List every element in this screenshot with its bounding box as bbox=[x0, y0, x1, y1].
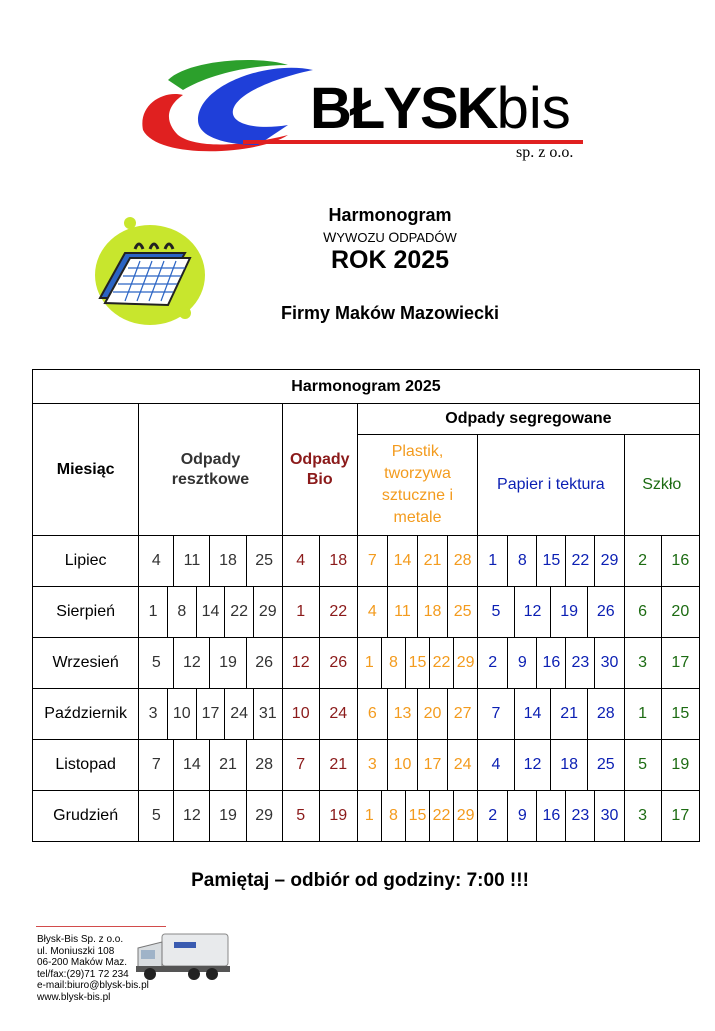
month-cell: Październik bbox=[33, 689, 139, 740]
plastic-day: 1 bbox=[364, 807, 374, 824]
month-cell: Wrzesień bbox=[33, 638, 139, 689]
residual-day-cell: 14 bbox=[174, 740, 210, 791]
residual-day-cell: 26 bbox=[246, 638, 282, 689]
paper-day: 26 bbox=[587, 587, 624, 637]
paper-day-cell: 16 bbox=[537, 791, 566, 842]
residual-day: 1 bbox=[148, 603, 158, 620]
bio-day-cell: 1 bbox=[282, 587, 319, 638]
residual-day-cell: 29 bbox=[246, 791, 282, 842]
paper-day-cell: 29 bbox=[595, 536, 624, 587]
plastic-day-cell: 6 bbox=[357, 689, 387, 740]
plastic-day-cell: 7 bbox=[357, 536, 387, 587]
paper-day: 5 bbox=[491, 603, 501, 620]
table-row bbox=[33, 689, 700, 740]
plastic-day: 22 bbox=[429, 791, 453, 841]
plastic-day-cell: 27 bbox=[448, 689, 478, 740]
plastic-day-cell: 14 bbox=[387, 536, 417, 587]
plastic-day: 29 bbox=[453, 638, 477, 688]
month-cell: Listopad bbox=[33, 740, 139, 791]
plastic-day-cell: 17 bbox=[418, 740, 448, 791]
plastic-day-cell: 24 bbox=[448, 740, 478, 791]
residual-day-cell: 5 bbox=[139, 638, 174, 689]
paper-days-cell bbox=[478, 740, 624, 791]
paper-day: 18 bbox=[550, 740, 587, 790]
residual-day: 24 bbox=[224, 689, 253, 739]
residual-day-cell: 4 bbox=[139, 536, 174, 587]
bio-day-cell: 18 bbox=[319, 536, 357, 587]
glass-day-cell: 15 bbox=[661, 689, 699, 740]
year-heading: ROK 2025 bbox=[330, 246, 450, 274]
residual-days-cell bbox=[139, 689, 282, 740]
residual-header: Odpady resztkowe bbox=[139, 404, 282, 536]
residual-day-cell: 12 bbox=[174, 791, 210, 842]
plastic-day-cell: 11 bbox=[387, 587, 417, 638]
residual-day: 3 bbox=[148, 705, 158, 722]
paper-days-cell bbox=[478, 689, 624, 740]
bio-day-cell: 7 bbox=[282, 740, 319, 791]
paper-day-cell: 9 bbox=[508, 638, 537, 689]
plastic-day: 15 bbox=[405, 638, 429, 688]
residual-day: 31 bbox=[253, 689, 282, 739]
paper-day: 28 bbox=[587, 689, 624, 739]
residual-day: 10 bbox=[167, 689, 196, 739]
paper-day-cell: 22 bbox=[566, 536, 595, 587]
plastic-day-cell: 4 bbox=[357, 587, 387, 638]
table-row bbox=[33, 638, 700, 689]
residual-day-cell: 5 bbox=[139, 791, 174, 842]
residual-day: 14 bbox=[196, 587, 225, 637]
paper-day-cell: 1 bbox=[478, 536, 508, 587]
glass-day-cell: 5 bbox=[624, 740, 661, 791]
paper-day: 25 bbox=[587, 740, 624, 790]
plastic-day: 15 bbox=[405, 791, 429, 841]
plastic-day-cell: 3 bbox=[357, 740, 387, 791]
paper-day-cell: 2 bbox=[478, 791, 508, 842]
table-row bbox=[33, 740, 700, 791]
residual-days-cell bbox=[139, 587, 282, 638]
bio-day-cell: 19 bbox=[319, 791, 357, 842]
residual-day-cell: 21 bbox=[210, 740, 246, 791]
bio-day-cell: 26 bbox=[319, 638, 357, 689]
paper-day: 21 bbox=[550, 689, 587, 739]
table-row bbox=[33, 536, 700, 587]
residual-day-cell: 19 bbox=[210, 638, 246, 689]
residual-day-cell: 7 bbox=[139, 740, 174, 791]
plastic-day-cell: 10 bbox=[387, 740, 417, 791]
bio-day-cell: 24 bbox=[319, 689, 357, 740]
bio-day-cell: 12 bbox=[282, 638, 319, 689]
table-row bbox=[33, 587, 700, 638]
paper-day: 4 bbox=[491, 756, 501, 773]
paper-day-cell: 2 bbox=[478, 638, 508, 689]
paper-day-cell: 8 bbox=[508, 536, 537, 587]
glass-day-cell: 19 bbox=[661, 740, 699, 791]
glass-day-cell: 2 bbox=[624, 536, 661, 587]
company-contact: Błysk-Bis Sp. z o.o. ul. Moniuszki 108 06-200 Maków Maz. tel/fax:(29)71 72 234 e-mail:biuro@blysk-bis.pl www.blysk-bis.pl bbox=[37, 934, 149, 1003]
pickup-reminder: Pamiętaj – odbiór od godziny: 7:00 !!! bbox=[191, 870, 529, 891]
month-cell: Lipiec bbox=[33, 536, 139, 587]
bio-day-cell: 21 bbox=[319, 740, 357, 791]
residual-day-cell: 19 bbox=[210, 791, 246, 842]
paper-day-cell: 16 bbox=[537, 638, 566, 689]
bio-day-cell: 22 bbox=[319, 587, 357, 638]
month-cell: Grudzień bbox=[33, 791, 139, 842]
bio-day-cell: 5 bbox=[282, 791, 319, 842]
paper-day: 12 bbox=[514, 740, 551, 790]
glass-header: Szkło bbox=[624, 435, 699, 536]
residual-day-cell: 12 bbox=[174, 638, 210, 689]
segregated-header: Odpady segregowane bbox=[357, 404, 699, 435]
glass-day-cell: 3 bbox=[624, 791, 661, 842]
bio-day-cell: 4 bbox=[282, 536, 319, 587]
residual-day-cell: 11 bbox=[174, 536, 210, 587]
logo-subtitle: sp. z o.o. bbox=[516, 144, 574, 161]
bio-header: Odpady Bio bbox=[282, 404, 357, 536]
glass-day-cell: 17 bbox=[661, 791, 699, 842]
glass-day-cell: 17 bbox=[661, 638, 699, 689]
page-subtitle: WYWOZU ODPADÓW bbox=[323, 229, 457, 245]
plastic-days-cell bbox=[357, 638, 477, 689]
paper-day-cell: 15 bbox=[537, 536, 566, 587]
paper-day-cell: 30 bbox=[595, 638, 624, 689]
plastic-day: 1 bbox=[364, 654, 374, 671]
paper-header: Papier i tektura bbox=[478, 435, 624, 536]
plastic-header: Plastik, tworzywa sztuczne i metale bbox=[357, 435, 477, 536]
paper-day-cell: 9 bbox=[508, 791, 537, 842]
page-title: Harmonogram bbox=[328, 205, 452, 225]
plastic-day-cell: 25 bbox=[448, 587, 478, 638]
plastic-days-cell bbox=[357, 791, 477, 842]
paper-day: 7 bbox=[491, 705, 501, 722]
paper-days-cell bbox=[478, 587, 624, 638]
residual-day: 8 bbox=[167, 587, 196, 637]
schedule-table bbox=[32, 369, 700, 842]
calendar-icon bbox=[90, 213, 205, 328]
residual-day-cell: 28 bbox=[246, 740, 282, 791]
paper-day: 12 bbox=[514, 587, 551, 637]
garbage-truck-icon bbox=[134, 928, 234, 983]
plastic-day: 22 bbox=[429, 638, 453, 688]
paper-day-cell: 23 bbox=[566, 638, 595, 689]
residual-day: 29 bbox=[253, 587, 282, 637]
glass-day-cell: 20 bbox=[661, 587, 699, 638]
company-logo bbox=[138, 50, 598, 170]
firm-heading: Firmy Maków Mazowiecki bbox=[280, 303, 500, 323]
plastic-day-cell: 28 bbox=[448, 536, 478, 587]
plastic-day-cell: 20 bbox=[418, 689, 448, 740]
glass-day-cell: 16 bbox=[661, 536, 699, 587]
plastic-day: 8 bbox=[381, 791, 405, 841]
paper-day: 19 bbox=[550, 587, 587, 637]
residual-day-cell: 18 bbox=[210, 536, 246, 587]
paper-day-cell: 30 bbox=[595, 791, 624, 842]
month-column-header: Miesiąc bbox=[33, 404, 139, 536]
bio-day-cell: 10 bbox=[282, 689, 319, 740]
glass-day-cell: 1 bbox=[624, 689, 661, 740]
plastic-day-cell: 13 bbox=[387, 689, 417, 740]
logo-wordmark: BŁYSKbis bbox=[310, 76, 571, 141]
paper-day-cell: 23 bbox=[566, 791, 595, 842]
paper-day: 14 bbox=[514, 689, 551, 739]
plastic-day: 29 bbox=[453, 791, 477, 841]
footer-divider bbox=[36, 926, 166, 927]
residual-day: 17 bbox=[196, 689, 225, 739]
residual-day-cell: 25 bbox=[246, 536, 282, 587]
table-row bbox=[33, 791, 700, 842]
residual-day: 22 bbox=[224, 587, 253, 637]
plastic-day-cell: 21 bbox=[418, 536, 448, 587]
plastic-day: 8 bbox=[381, 638, 405, 688]
glass-day-cell: 3 bbox=[624, 638, 661, 689]
glass-day-cell: 6 bbox=[624, 587, 661, 638]
plastic-day-cell: 18 bbox=[418, 587, 448, 638]
table-title: Harmonogram 2025 bbox=[33, 370, 700, 404]
month-cell: Sierpień bbox=[33, 587, 139, 638]
